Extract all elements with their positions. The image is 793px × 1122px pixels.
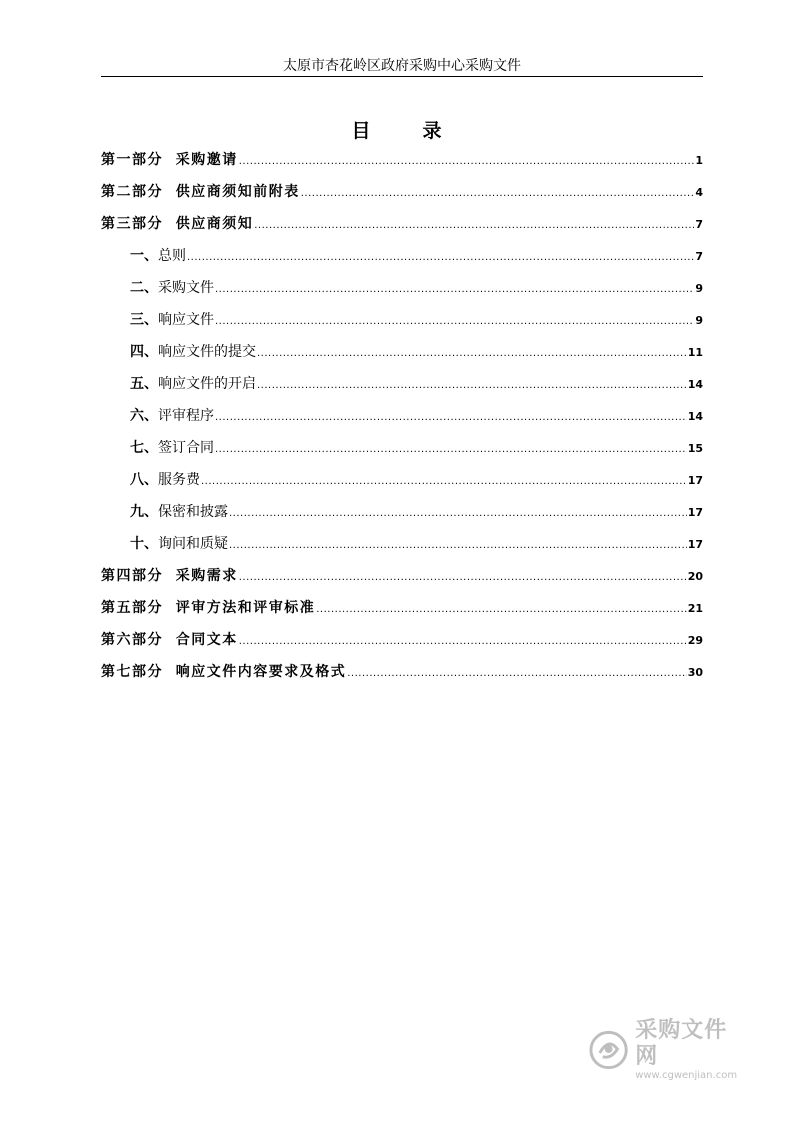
toc-entry-label: 响应文件的提交	[158, 344, 256, 360]
toc-page-number: 11	[687, 346, 703, 359]
toc-leader-dots	[239, 632, 687, 652]
toc-page-number: 9	[695, 314, 703, 327]
toc-page-number: 20	[687, 570, 703, 583]
toc-entry[interactable]	[101, 214, 703, 246]
cgwenjian-logo-icon	[588, 1029, 629, 1071]
toc-entry[interactable]	[101, 150, 703, 182]
toc-page-number: 4	[695, 186, 703, 199]
toc-entry-number: 九、	[130, 504, 158, 520]
toc-entry-number: 五、	[130, 376, 158, 392]
toc-entry-label: 服务费	[158, 472, 200, 488]
toc-entry-label: 响应文件的开启	[158, 376, 256, 392]
toc-entry[interactable]	[101, 374, 703, 406]
watermark	[588, 1018, 748, 1081]
toc-page-number: 17	[687, 474, 703, 487]
toc-leader-dots	[229, 536, 687, 556]
toc-page-number: 21	[687, 602, 703, 615]
toc-entry-label: 评审程序	[158, 408, 214, 424]
toc-entry-label: 第五部分 评审方法和评审标准	[101, 600, 316, 616]
toc-entry-label: 第六部分 合同文本	[101, 632, 238, 648]
toc-entry-label: 签订合同	[158, 440, 214, 456]
toc-page-number: 7	[695, 218, 703, 231]
toc-entry-label: 第一部分 采购邀请	[101, 152, 238, 168]
toc-entry[interactable]	[101, 278, 703, 310]
toc-page-number: 14	[687, 410, 703, 423]
toc-entry[interactable]	[101, 534, 703, 566]
watermark-url: www.cgwenjian.com	[635, 1070, 738, 1081]
toc-entry[interactable]	[101, 438, 703, 470]
toc-page-number: 9	[695, 282, 703, 295]
toc-page-number: 14	[687, 378, 703, 391]
toc-leader-dots	[257, 376, 687, 396]
toc-entry-number: 六、	[130, 408, 158, 424]
toc-entry-label: 总则	[158, 248, 186, 264]
toc-entry-number: 四、	[130, 344, 158, 360]
toc-leader-dots	[239, 152, 695, 172]
toc-entry-label: 采购文件	[158, 280, 214, 296]
toc-page-number: 17	[687, 538, 703, 551]
toc-entry-number: 一、	[130, 248, 158, 264]
toc-leader-dots	[239, 568, 687, 588]
toc-page-number: 30	[687, 666, 703, 679]
table-of-contents	[101, 150, 703, 694]
toc-entry-label: 响应文件	[158, 312, 214, 328]
toc-entry-number: 三、	[130, 312, 158, 328]
toc-leader-dots	[257, 344, 687, 364]
toc-leader-dots	[229, 504, 687, 524]
toc-leader-dots	[301, 184, 695, 204]
toc-entry[interactable]	[101, 310, 703, 342]
toc-leader-dots	[201, 472, 687, 492]
toc-leader-dots	[215, 280, 694, 300]
toc-entry-label: 第三部分 供应商须知	[101, 216, 254, 232]
toc-leader-dots	[215, 408, 687, 428]
toc-leader-dots	[215, 312, 694, 332]
toc-entry-number: 七、	[130, 440, 158, 456]
running-header: 太原市杏花岭区政府采购中心采购文件	[283, 58, 521, 74]
toc-entry[interactable]	[101, 662, 703, 694]
toc-leader-dots	[316, 600, 686, 620]
watermark-name: 采购文件网	[635, 1018, 728, 1069]
toc-entry[interactable]	[101, 342, 703, 374]
toc-entry[interactable]	[101, 406, 703, 438]
toc-entry[interactable]	[101, 630, 703, 662]
toc-entry-label: 保密和披露	[158, 504, 228, 520]
toc-page-number: 17	[687, 506, 703, 519]
toc-entry[interactable]	[101, 566, 703, 598]
toc-leader-dots	[254, 216, 694, 236]
toc-entry[interactable]	[101, 182, 703, 214]
toc-entry-number: 十、	[130, 536, 158, 552]
toc-entry-number: 二、	[130, 280, 158, 296]
toc-page-number: 1	[695, 154, 703, 167]
toc-entry[interactable]	[101, 246, 703, 278]
toc-page-number: 7	[695, 250, 703, 263]
toc-leader-dots	[187, 248, 694, 268]
toc-entry-label: 第二部分 供应商须知前附表	[101, 184, 300, 200]
toc-entry-label: 第四部分 采购需求	[101, 568, 238, 584]
toc-entry-number: 八、	[130, 472, 158, 488]
toc-entry[interactable]	[101, 598, 703, 630]
toc-entry[interactable]	[101, 502, 703, 534]
toc-entry-label: 询问和质疑	[158, 536, 228, 552]
toc-leader-dots	[215, 440, 687, 460]
toc-page-number: 29	[687, 634, 703, 647]
toc-leader-dots	[347, 664, 686, 684]
toc-entry-label: 第七部分 响应文件内容要求及格式	[101, 664, 347, 680]
toc-entry[interactable]	[101, 470, 703, 502]
toc-title: 目录	[351, 120, 494, 142]
header-rule	[101, 76, 703, 77]
toc-page-number: 15	[687, 442, 703, 455]
